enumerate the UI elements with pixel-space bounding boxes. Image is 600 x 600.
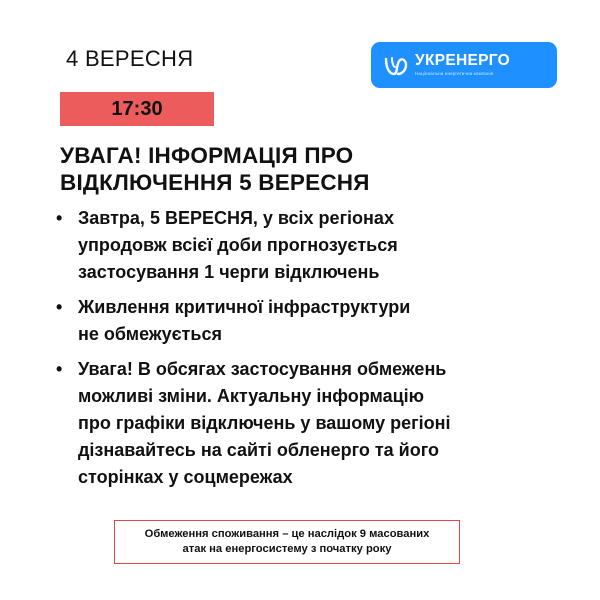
logo-tagline: Національна енергетична компанія [415, 70, 494, 76]
date-label: 4 ВЕРЕСНЯ [66, 46, 194, 71]
bullet-marker: • [56, 359, 63, 379]
bullet-text-line: не обмежується [78, 324, 222, 344]
bullet-marker: • [56, 297, 63, 317]
bullet-text-line: про графіки відключень у вашому регіоні [78, 413, 451, 433]
headline-line: ВІДКЛЮЧЕННЯ 5 ВЕРЕСНЯ [60, 170, 370, 195]
bullet-text-line: Живлення критичної інфраструктури [78, 297, 411, 317]
bullet-item [56, 294, 556, 348]
bullet-item [56, 205, 556, 286]
time-badge: 17:30 [60, 92, 214, 126]
bullet-text-line: можливі зміни. Актуальну інформацію [78, 386, 425, 406]
logo-name: УКРЕНЕРГО [415, 52, 510, 70]
headline [60, 142, 560, 196]
bullet-item [56, 356, 556, 491]
bullet-text-line: сторінках у соцмережах [78, 467, 293, 487]
bullet-list [56, 205, 556, 491]
bullet-text-line: Завтра, 5 ВЕРЕСНЯ, у всіх регіонах [78, 208, 394, 228]
bullet-text-line: Увага! В обсягах застосування обмежень [78, 359, 447, 379]
footnote-line: Обмеження споживання – це наслідок 9 масованих [144, 528, 430, 540]
bullet-text-line: упродовж всієї доби прогнозується [78, 235, 398, 255]
footnote-box [114, 520, 460, 564]
footnote-line: атак на енергосистему з початку року [182, 543, 392, 555]
headline-line: УВАГА! ІНФОРМАЦІЯ ПРО [60, 143, 354, 168]
ukrenergo-logo [371, 42, 557, 88]
bullet-marker: • [56, 208, 63, 228]
bullet-text-line: застосування 1 черги відключень [78, 262, 380, 282]
ukrenergo-logo-icon [383, 52, 409, 78]
bullet-text-line: дізнавайтесь на сайті обленерго та його [78, 440, 439, 460]
